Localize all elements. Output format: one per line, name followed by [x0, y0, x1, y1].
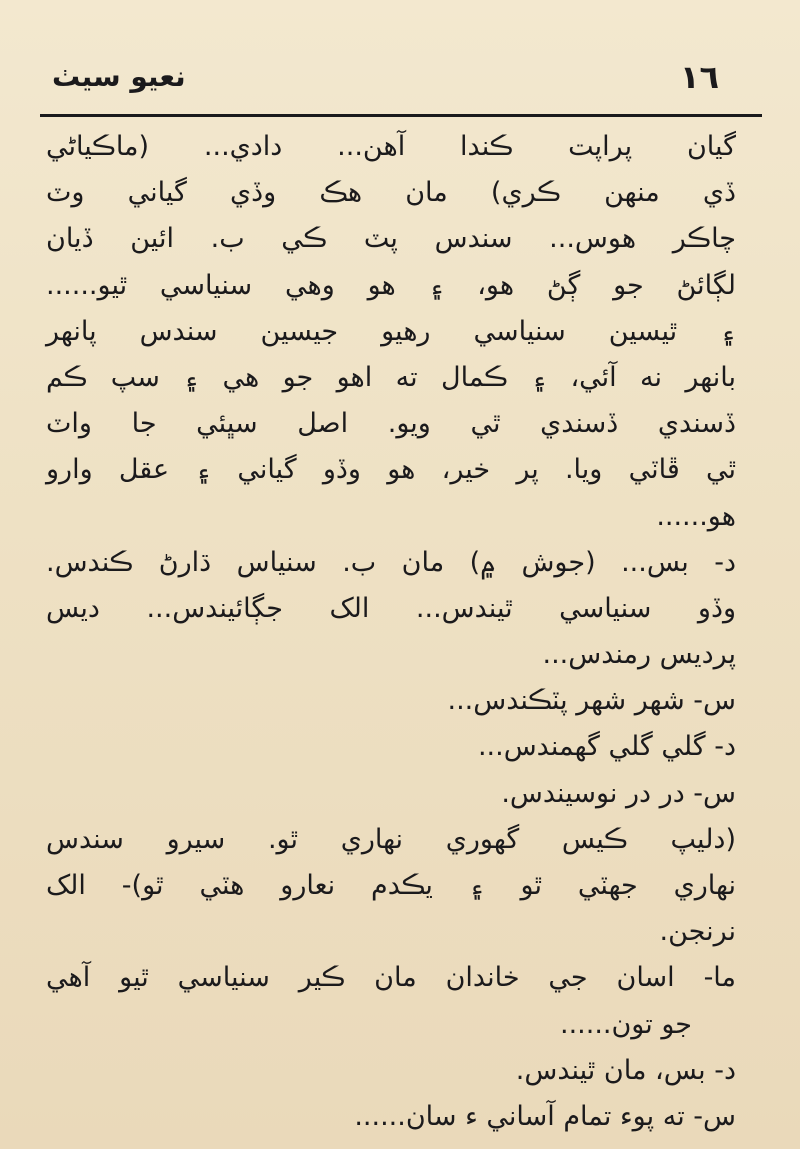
running-title: نعيو سيٺ — [52, 60, 186, 93]
text-line: گيان پراپت ڪندا آهن... دادي... (ماڪياڻي — [46, 131, 736, 162]
text-line: ۽ ٿيسين سنياسي رهيو جيسين سندس پانهر — [46, 315, 736, 347]
text-line: هو...... — [656, 500, 736, 532]
dialogue-line: ما- اسان جي خاندان مان ڪير سنياسي ٿيو آهي — [46, 962, 736, 994]
dialogue-line: د- بس... (جوش ۾) مان ب. سنياس ڌارڻ ڪندس. — [46, 546, 736, 578]
text-line: ڏسندي ڏسندي ٿي ويو. اصل سڀئي جا واٽ — [46, 408, 736, 440]
dialogue-line: س- در در نوسيندس. — [501, 777, 736, 809]
dialogue-line: س- ته پوء تمام آساني ء سان...... — [354, 1100, 736, 1132]
text-line: لڳائڻ جو ڳڻ هو، ۽ هو وهي سنياسي ٿيو...... — [46, 269, 736, 301]
text-line: جو تون...... — [559, 1008, 692, 1040]
stage-direction-line: نرنجن. — [659, 916, 736, 948]
page-number: ١٦ — [680, 58, 720, 96]
text-line: ٿي ڦاٽي ويا. پر خير، هو وڏو گياني ۽ عقل وارو — [46, 454, 736, 486]
dialogue-line: س- شهر شهر پٽڪندس... — [447, 685, 736, 717]
text-line: ڏي منهن ڪري) مان هڪ وڏي گياني وٽ — [46, 177, 736, 209]
body-text — [46, 124, 736, 1140]
text-line: بانهر نه آئي، ۽ ڪمال ته اهو جو هي ۽ سپ ڪم — [46, 361, 736, 393]
header-rule — [40, 114, 762, 117]
text-line: چاڪر هوس... سندس پٽ ڪي ب. ائين ڏيان — [46, 223, 736, 255]
page-header — [40, 52, 760, 112]
stage-direction-line: (دليپ ڪيس گهوري نهاري ٿو. سيرو سندس — [46, 823, 736, 855]
text-line: پرديس رمندس... — [542, 639, 736, 671]
dialogue-line: د- گلي گلي گهمندس... — [477, 731, 736, 763]
text-line: وڏو سنياسي ٿيندس... الک جڳائيندس... ديس — [46, 592, 736, 624]
dialogue-line: د- بس، مان ٿيندس. — [515, 1054, 736, 1086]
stage-direction-line: نهاري جهٽي ٿو ۽ يڪدم نعارو هٽي ٿو)- الک — [46, 870, 736, 901]
